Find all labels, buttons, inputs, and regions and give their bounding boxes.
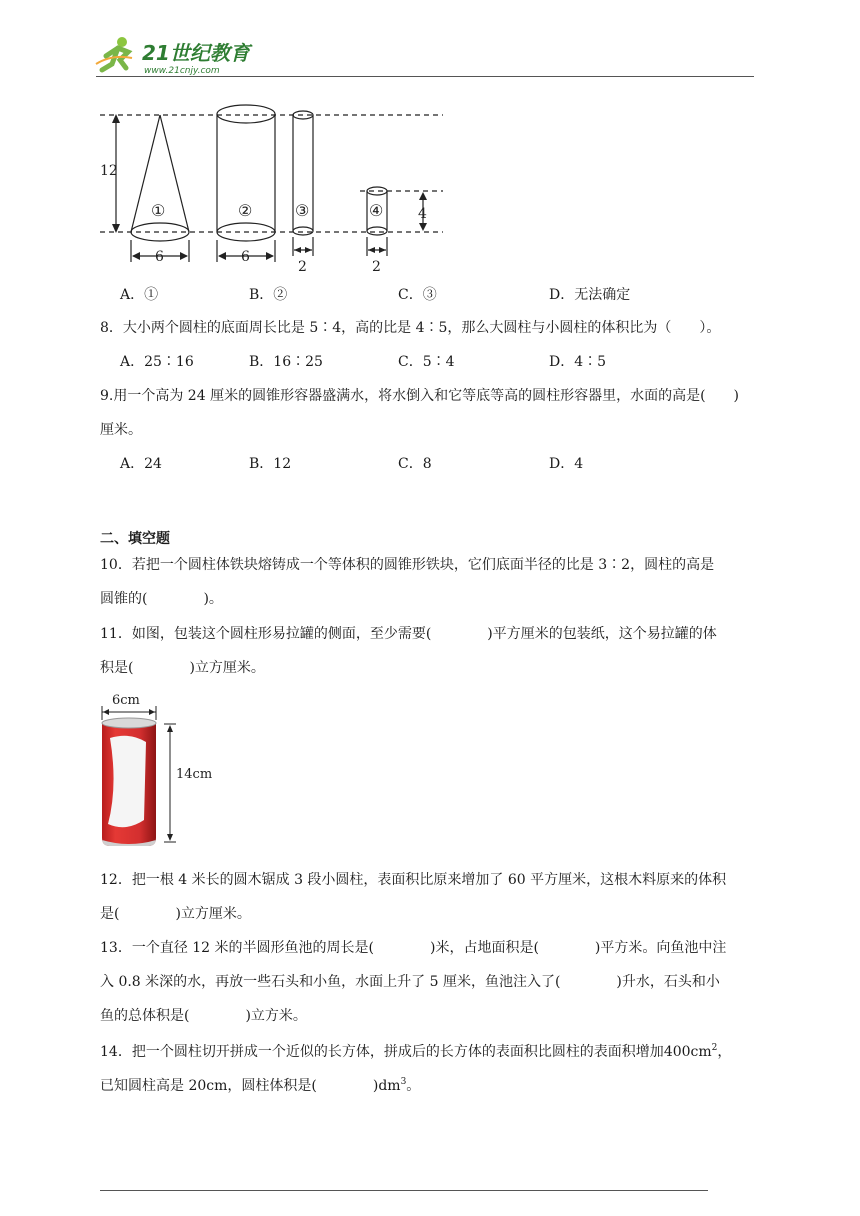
q14-line2 (100, 1076, 420, 1096)
q13-line3: 鱼的总体积是( )立方米。 (100, 1008, 307, 1024)
q7-option-b[interactable]: B．② (249, 287, 288, 303)
q14-area-value: 400cm (663, 1044, 712, 1060)
q14-line2-text: 已知圆柱高是 20cm，圆柱体积是( ) (100, 1078, 379, 1094)
q11-line2: 积是( )立方厘米。 (100, 660, 265, 676)
solids-figure (98, 100, 450, 276)
can-diameter-label: 6cm (112, 693, 140, 708)
q10-line2: 圆锥的( )。 (100, 591, 223, 607)
q13-line1: 13．一个直径 12 米的半圆形鱼池的周长是( )米，占地面积是( )平方米。向鱼池中注 (100, 940, 727, 956)
section-title: 二、填空题 (100, 531, 170, 547)
q14-line2-end: 。 (406, 1078, 421, 1094)
base-label-4: 2 (372, 259, 381, 275)
height-label: 12 (100, 163, 118, 179)
q9-option-d[interactable]: D．4 (549, 456, 584, 472)
q11-line1: 11．如图，包装这个圆柱形易拉罐的侧面，至少需要( )平方厘米的包装纸，这个易拉罐的体 (100, 626, 717, 642)
header-divider (96, 76, 754, 77)
q14-volume-unit: dm (378, 1078, 401, 1094)
logo-text: 21世纪教育 (142, 41, 250, 65)
base-label-2: 6 (241, 249, 250, 265)
shape-label-3: ③ (295, 201, 310, 220)
q14-line1 (100, 1042, 731, 1062)
q7-option-a[interactable]: A．① (120, 287, 159, 303)
shape-label-1: ① (151, 201, 166, 220)
shape-label-2: ② (238, 201, 253, 220)
q14-area-exponent: 2 (711, 1043, 718, 1053)
q14-line1-end: ， (717, 1044, 732, 1060)
shape-label-4: ④ (369, 201, 384, 220)
site-logo[interactable] (92, 34, 262, 78)
q12-line2: 是( )立方厘米。 (100, 906, 251, 922)
can-height-label: 14cm (176, 767, 213, 782)
q8-option-b[interactable]: B．16∶25 (249, 354, 323, 370)
base-label-3: 2 (298, 259, 307, 275)
footer-divider (100, 1190, 708, 1191)
q9-question-line2: 厘米。 (100, 422, 142, 438)
q8-option-a[interactable]: A．25∶16 (120, 354, 194, 370)
q14-volume-exponent: 3 (400, 1077, 407, 1087)
q8-option-c[interactable]: C．5∶4 (398, 354, 455, 370)
small-height-label: 4 (418, 206, 427, 222)
q13-line2: 入 0.8 米深的水，再放一些石头和小鱼，水面上升了 5 厘米，鱼池注入了( )升水，石头和小 (100, 974, 720, 990)
q9-option-a[interactable]: A．24 (120, 456, 162, 472)
base-label-1: 6 (155, 249, 164, 265)
q14-line1-text: 14．把一个圆柱切开拼成一个近似的长方体，拼成后的长方体的表面积比圆柱的表面积增加 (100, 1044, 664, 1060)
soda-can-figure (96, 690, 232, 850)
q9-question-line1: 9.用一个高为 24 厘米的圆锥形容器盛满水，将水倒入和它等底等高的圆柱形容器里，水面的高是( ) (100, 388, 739, 404)
q10-line1: 10．若把一个圆柱体铁块熔铸成一个等体积的圆锥形铁块，它们底面半径的比是 3∶2，圆柱的高是 (100, 557, 715, 573)
q9-option-c[interactable]: C．8 (398, 456, 432, 472)
q7-option-c[interactable]: C．③ (398, 287, 437, 303)
q8-option-d[interactable]: D．4∶5 (549, 354, 607, 370)
q7-option-d[interactable]: D．无法确定 (549, 287, 631, 303)
logo-url: www.21cnjy.com (144, 66, 220, 76)
q8-question: 8．大小两个圆柱的底面周长比是 5∶4，高的比是 4∶5，那么大圆柱与小圆柱的体积比为（ ）。 (100, 320, 721, 336)
q9-option-b[interactable]: B．12 (249, 456, 292, 472)
runner-logo-icon (92, 34, 262, 78)
q12-line1: 12．把一根 4 米长的圆木锯成 3 段小圆柱，表面积比原来增加了 60 平方厘米，这根木料原来的体积 (100, 872, 727, 888)
